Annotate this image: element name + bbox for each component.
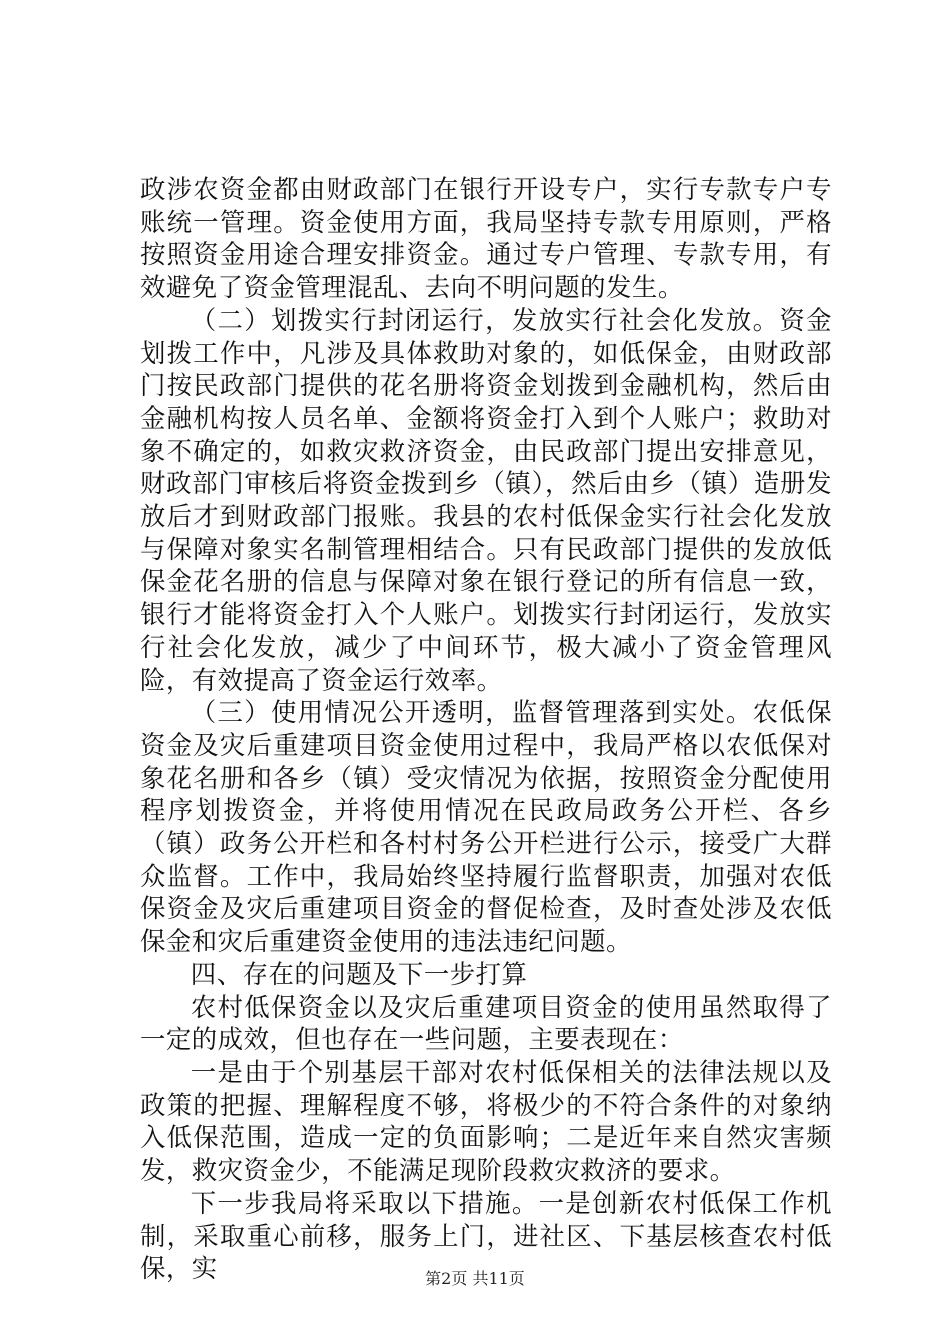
paragraph-2: （二）划拨实行封闭运行，发放实行社会化发放。资金划拨工作中，凡涉及具体救助对象的，如低保金，由财政部门按民政部门提供的花名册将资金划拨到金融机构，然后由金融机构按人员名单、金额将资金打入到个人账户；救助对象不确定的，如救灾救济资金，由民政部门提出安排意见，财政部门审核后将资金拨到乡（镇），然后由乡（镇）造册发放后才到财政部门报账。我县的农村低保金实行社会化发放与保障对象实名制管理相结合。只有民政部门提供的发放低保金花名册的信息与保障对象在银行登记的所有信息一致，银行才能将资金打入个人账户。划拨实行封闭运行，发放实行社会化发放，减少了中间环节，极大减小了资金管理风险，有效提高了资金运行效率。 <box>140 304 832 695</box>
section-heading: 四、存在的问题及下一步打算 <box>190 958 528 989</box>
paragraph-5: 农村低保资金以及灾后重建项目资金的使用虽然取得了一定的成效，但也存在一些问题，主要表现在： <box>140 991 832 1055</box>
paragraph-7: 下一步我局将采取以下措施。一是创新农村低保工作机制，采取重心前移，服务上门，进社区、下基层核查农村低保，实 <box>140 1187 832 1284</box>
paragraph-6: 一是由于个别基层干部对农村低保相关的法律法规以及政策的把握、理解程度不够，将极少的不符合条件的对象纳入低保范围，造成一定的负面影响；二是近年来自然灾害频发，救灾资金少，不能满足现阶段救灾救济的要求。 <box>140 1056 832 1186</box>
document-body <box>140 173 832 1285</box>
paragraph-1: 政涉农资金都由财政部门在银行开设专户，实行专款专户专账统一管理。资金使用方面，我局坚持专款专用原则，严格按照资金用途合理安排资金。通过专户管理、专款专用，有效避免了资金管理混乱、去向不明问题的发生。 <box>140 174 832 303</box>
paragraph-3: （三）使用情况公开透明，监督管理落到实处。农低保资金及灾后重建项目资金使用过程中，我局严格以农低保对象花名册和各乡（镇）受灾情况为依据，按照资金分配使用程序划拨资金，并将使用情况在民政局政务公开栏、各乡（镇）政务公开栏和各村村务公开栏进行公示，接受广大群众监督。工作中，我局始终坚持履行监督职责，加强对农低保资金及灾后重建项目资金的督促检查，及时查处涉及农低保金和灾后重建资金使用的违法违纪问题。 <box>140 697 832 957</box>
page-footer: 第2页 共11页 <box>425 1269 525 1288</box>
